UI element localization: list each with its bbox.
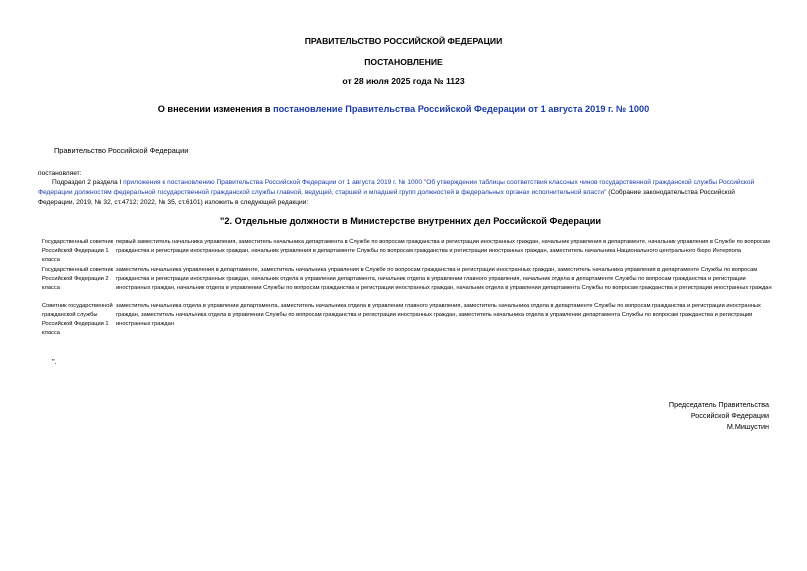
rank-position-table: [42, 238, 772, 348]
rank-cell: Государственный советник Российской Федерации 1 класса: [42, 239, 114, 264]
signature-name: М.Мишустин: [726, 421, 769, 431]
decree-word: постановляет:: [38, 170, 82, 177]
rank-cell: Государственный советник Российской Федерации 2 класса: [42, 267, 114, 292]
signature-title: Председатель Правительства: [668, 400, 769, 409]
rank-cell: Советник государственной гражданской службы Российской Федерации 1 класса: [42, 303, 113, 337]
positions-cell: заместитель начальника отдела в управлении департамента, заместитель начальника отдела в управлении главного управления, заместитель начальника отдела в департаменте Службы по вопросам гражданства и регистрации иностранных граждан, заместитель начальника отдела в управлении Службы по вопросам гражданства и регистрации иностранных граждан, заместитель начальника отдела в управлении департамента Службы по вопросам гражданства и регистрации иностранных граждан: [116, 303, 761, 328]
paragraph-end: (Собрание законодательства Российской Федерации, 2019, № 32, ст.4712; 2022, № 35, ст.6101) изложить в следующей редакции:: [38, 189, 735, 207]
government-name: Правительство Российской Федерации: [54, 146, 189, 155]
table-row: [42, 238, 772, 266]
signature-organization: Российской Федерации: [690, 410, 769, 420]
appendix-link[interactable]: приложения к постановлению Правительства Российской Федерации от 1 августа 2019 г. № 1000 "Об утверждении таблицы соответствия классных чинов государственной гражданской службы Российской Федерации должностям федеральной государственной гражданской службы главной, ведущей, старшей и младшей групп должностей в федеральных органах исполнительной власти": [38, 179, 755, 197]
subject-decree-link[interactable]: постановление Правительства Российской Федерации от 1 августа 2019 г. № 1000: [273, 104, 650, 114]
table-row: [42, 266, 772, 302]
amendment-paragraph: [38, 178, 772, 209]
document-type-heading: ПОСТАНОВЛЕНИЕ: [364, 57, 443, 67]
paragraph-start: Подраздел 2 раздела I: [52, 179, 124, 186]
section-title: "2. Отдельные должности в Министерстве внутренних дел Российской Федерации: [220, 216, 602, 226]
date-number-heading: от 28 июля 2025 года № 1123: [342, 76, 465, 86]
signature-block: [669, 400, 769, 432]
subject-heading: [0, 104, 807, 114]
positions-cell: заместитель начальника управления в департаменте, заместитель начальника управления в Службе по вопросам гражданства и регистрации иностранных граждан, заместитель начальника управления в департаменте Службы по вопросам гражданства и регистрации иностранных граждан, начальник отдела в управлении департамента, начальник отдела в управлении главного управления, начальник отдела в департаменте Службы по вопросам гражданства и регистрации иностранных граждан, начальник отдела в управлении Службы по вопросам гражданства и регистрации иностранных граждан, начальник отдела в управлении департамента Службы по вопросам гражданства и регистрации иностранных граждан: [116, 267, 772, 292]
positions-cell: первый заместитель начальника управления, заместитель начальника департамента в Службе по вопросам гражданства и регистрации иностранных граждан, начальник управления в департаменте, начальник управления в Службе по вопросам гражданства и регистрации иностранных граждан, начальник управления в департаменте Службы по вопросам гражданства и регистрации иностранных граждан, заместитель начальника Национального центрального бюро Интерпола: [116, 239, 770, 255]
closing-quote: ".: [52, 357, 57, 366]
subject-prefix: О внесении изменения в: [157, 104, 274, 114]
government-heading: ПРАВИТЕЛЬСТВО РОССИЙСКОЙ ФЕДЕРАЦИИ: [304, 36, 503, 46]
table-row: [42, 302, 772, 348]
